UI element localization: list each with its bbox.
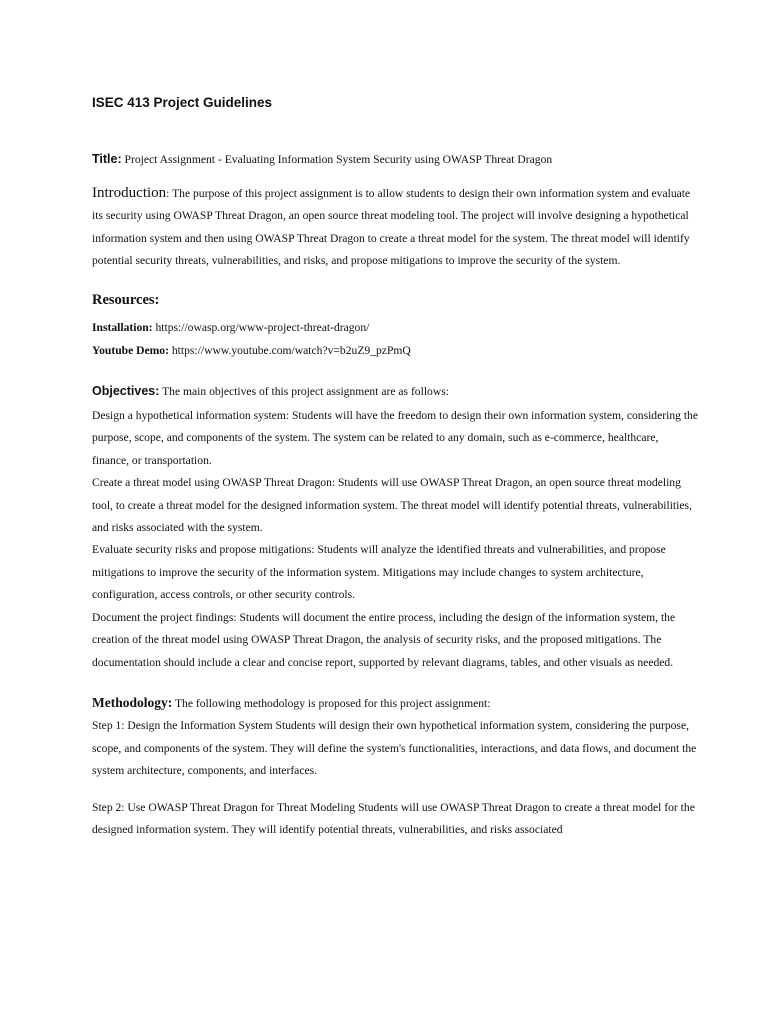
objective-item: Design a hypothetical information system: Students will have the freedom to design their own information system, considering the purpose, scope, and components of the system. The system can be related to any domain, such as e-commerce, healthcare, finance, or transportation. <box>92 409 698 467</box>
demo-url[interactable]: https://www.youtube.com/watch?v=b2uZ9_pzPmQ <box>168 343 411 357</box>
objective-item: Create a threat model using OWASP Threat Dragon: Students will use OWASP Threat Dragon, an open source threat modeling tool, to create a threat model for the designed information system. The threat model will identify potential threats, vulnerabilities, and risks associated with the system. <box>92 476 692 535</box>
objectives-heading: Objectives: <box>92 383 160 398</box>
objectives-section <box>92 380 698 674</box>
project-title-label: Title: <box>92 152 122 166</box>
project-title-line <box>92 149 698 170</box>
document-title: ISEC 413 Project Guidelines <box>92 95 273 110</box>
methodology-intro-line <box>92 692 698 715</box>
installation-label: Installation: <box>92 320 153 334</box>
installation-line <box>92 316 698 339</box>
installation-url[interactable]: https://owasp.org/www-project-threat-dragon/ <box>152 320 370 334</box>
objective-item: Document the project findings: Students will document the entire process, including the design of the information system, the creation of the threat model using OWASP Threat Dragon, the analysis of security risks, and the proposed mitigations. The documentation should include a clear and concise report, supported by relevant diagrams, tables, and other visuals as needed. <box>92 610 676 669</box>
objectives-intro: The main objectives of this project assignment are as follows: <box>159 384 449 398</box>
project-title-text: Project Assignment - Evaluating Information System Security using OWASP Threat Dragon <box>121 153 553 166</box>
methodology-heading: Methodology: <box>92 694 173 710</box>
methodology-step-1: Step 1: Design the Information System Students will design their own hypothetical information system, considering the purpose, scope, and components of the system. They will define the system's functionalities, interactions, and data flows, and document the system architecture, components, and interfaces. <box>92 719 697 778</box>
methodology-intro: The following methodology is proposed for this project assignment: <box>172 696 491 710</box>
introduction-heading: Introduction <box>92 185 167 201</box>
demo-label: Youtube Demo: <box>92 343 169 357</box>
objective-item: Evaluate security risks and propose mitigations: Students will analyze the identified threats and vulnerabilities, and propose mitigations to improve the security of the information system. Mitigations may include changes to system architecture, configuration, access controls, or other security controls. <box>92 543 666 602</box>
methodology-section <box>92 692 698 841</box>
objectives-intro-line <box>92 380 698 403</box>
introduction-paragraph <box>92 182 698 273</box>
resources-heading: Resources: <box>92 291 160 308</box>
introduction-text: : The purpose of this project assignment is to allow students to design their own information system and evaluate its security using OWASP Threat Dragon, an open source threat modeling tool. The project will involve designing a hypothetical information system and then using OWASP Threat Dragon to create a threat model for the system. The threat model will identify potential security threats, vulnerabilities, and risks, and propose mitigations to improve the security of the system. <box>92 187 691 268</box>
methodology-step-2: Step 2: Use OWASP Threat Dragon for Threat Modeling Students will use OWASP Threat Dragon to create a threat model for the designed information system. They will identify potential threats, vulnerabilities, and risks associated <box>92 800 695 836</box>
demo-line <box>92 339 698 362</box>
